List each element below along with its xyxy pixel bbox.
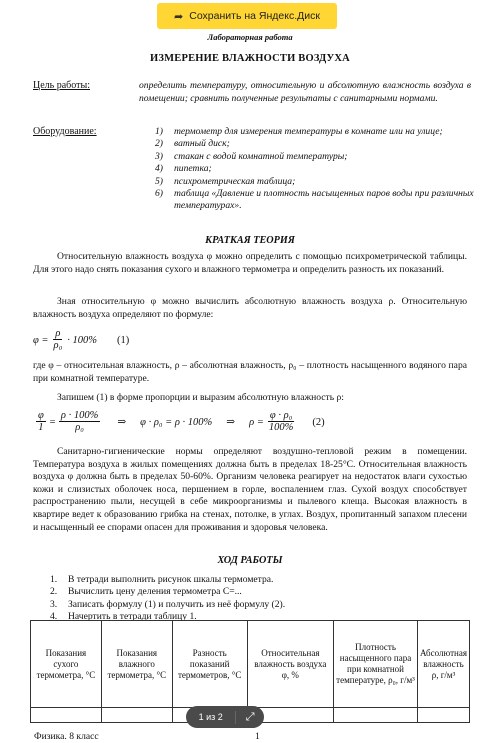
table-header-cell: Показания влажного термометра, °С bbox=[101, 621, 172, 708]
table-cell bbox=[334, 708, 418, 723]
goal-label: Цель работы: bbox=[33, 80, 90, 91]
list-item: 6) таблица «Давление и плотность насыщенных паров воды при различных температурах». bbox=[155, 188, 474, 212]
table-cell bbox=[418, 708, 470, 723]
formula-1: φ = $\frac{\rho}{\text{ρ₀}}$ · 100% (1) bbox=[33, 328, 130, 351]
save-button-label: Сохранить на Яндекс.Диск bbox=[189, 10, 320, 22]
table-header-cell: Относительная влажность воздуха φ, % bbox=[247, 621, 333, 708]
viewer-toolbar bbox=[0, 0, 500, 32]
table-header-cell: Абсолютная влажность ρ, г/м³ bbox=[418, 621, 470, 708]
procedure-list bbox=[50, 574, 450, 624]
theory-paragraph-1: Относительную влажность воздуха φ можно определить с помощью психрометрической таблицы. Для этого надо снять показания сухого и влажного термометра и определить разность их показаний. bbox=[33, 251, 467, 275]
list-item: 2) ватный диск; bbox=[155, 138, 230, 150]
disk-icon: ➦ bbox=[174, 10, 184, 23]
list-item: 2. Вычислить цену деления термометра С=... bbox=[50, 586, 242, 598]
theory-heading: КРАТКАЯ ТЕОРИЯ bbox=[205, 235, 295, 246]
list-item: 1) термометр для измерения температуры в комнате или на улице; bbox=[155, 126, 443, 137]
list-item: 3) стакан с водой комнатной температуры; bbox=[155, 150, 348, 162]
list-item: 3. Записать формулу (1) и получить из неё формулу (2). bbox=[50, 598, 286, 610]
table-header-cell: Плотность насыщенного пара при комнатной температуре, ρ₀, г/м³ bbox=[334, 621, 418, 708]
theory-paragraph-3: где φ – относительная влажность, ρ – абсолютная влажность, ρ₀ – плотность насыщенного водяного пара при комнатной температуре. bbox=[33, 360, 467, 384]
save-to-yandex-disk-button[interactable] bbox=[157, 3, 337, 29]
equipment-label: Оборудование: bbox=[33, 126, 97, 137]
table-header-row bbox=[31, 621, 470, 708]
goal-text: определить температуру, относительную и абсолютную влажность воздуха в помещении; сравнить полученные результаты с санитарными нормами. bbox=[139, 80, 471, 104]
theory-paragraph-4: Запишем (1) в форме пропорции и выразим абсолютную влажность ρ: bbox=[57, 392, 344, 403]
table-header-cell: Разность показаний термометров, °С bbox=[172, 621, 247, 708]
list-item: 1. В тетради выполнить рисунок шкалы термометра. bbox=[50, 574, 274, 585]
theory-paragraph-5: Санитарно-гигиенические нормы определяют воздушно-тепловой режим в помещении. Температура воздуха в жилых помещениях должна быть в пределах 18-25°С. Относительная влажность воздуха φ должна быть в пределах 50-60%. Организм человека реагирует на недостаток влаги сухостью кожи и слизистых оболочек носа, першением в горле, воспалением глаз. Сухой воздух способствует распространению пыли, несущей в себе микроорганизмы и пылевого клеща. Высокая влажность в квартире ведет к образованию грибка на стенах, потолке, в углах. Воздух, пропитанный запахом плесени и насыщенный ее спорами опасен для проживания и здоровья человека. bbox=[33, 446, 467, 533]
list-item: 4) пипетка; bbox=[155, 163, 212, 175]
page-title: ИЗМЕРЕНИЕ ВЛАЖНОСТИ ВОЗДУХА bbox=[150, 53, 350, 64]
page-number: 1 bbox=[255, 731, 260, 742]
page-navigation[interactable] bbox=[186, 706, 264, 728]
lab-caption: Лабораторная работа bbox=[207, 32, 293, 42]
theory-paragraph-2: Зная относительную φ можно вычислить абсолютную влажность воздуха ρ. Относительную влажность воздуха определяют по формуле: bbox=[33, 296, 467, 320]
list-item: 5) психрометрическая таблица; bbox=[155, 175, 296, 187]
procedure-heading: ХОД РАБОТЫ bbox=[217, 555, 283, 566]
list-item: 4. Начертить в тетради таблицу 1. bbox=[50, 611, 197, 623]
equipment-list bbox=[155, 126, 475, 213]
table-header-cell: Показания сухого термометра, °С bbox=[31, 621, 102, 708]
table-cell bbox=[101, 708, 172, 723]
expand-icon[interactable]: ⤢ bbox=[235, 711, 264, 724]
page-indicator[interactable]: 1 из 2 bbox=[198, 712, 223, 722]
footer-text: Физика. 8 класс bbox=[34, 731, 99, 742]
formula-2: $\frac{\varphi}{1}$ = $\frac{\rho \cdot 100\%}{\text{ρ₀}}$ ⇒ φ · ρ₀ = ρ · 100% ⇒ ρ = $\frac{\text{φ · ρ₀}}{100\%}$ (2) bbox=[38, 410, 325, 433]
table-cell bbox=[31, 708, 102, 723]
